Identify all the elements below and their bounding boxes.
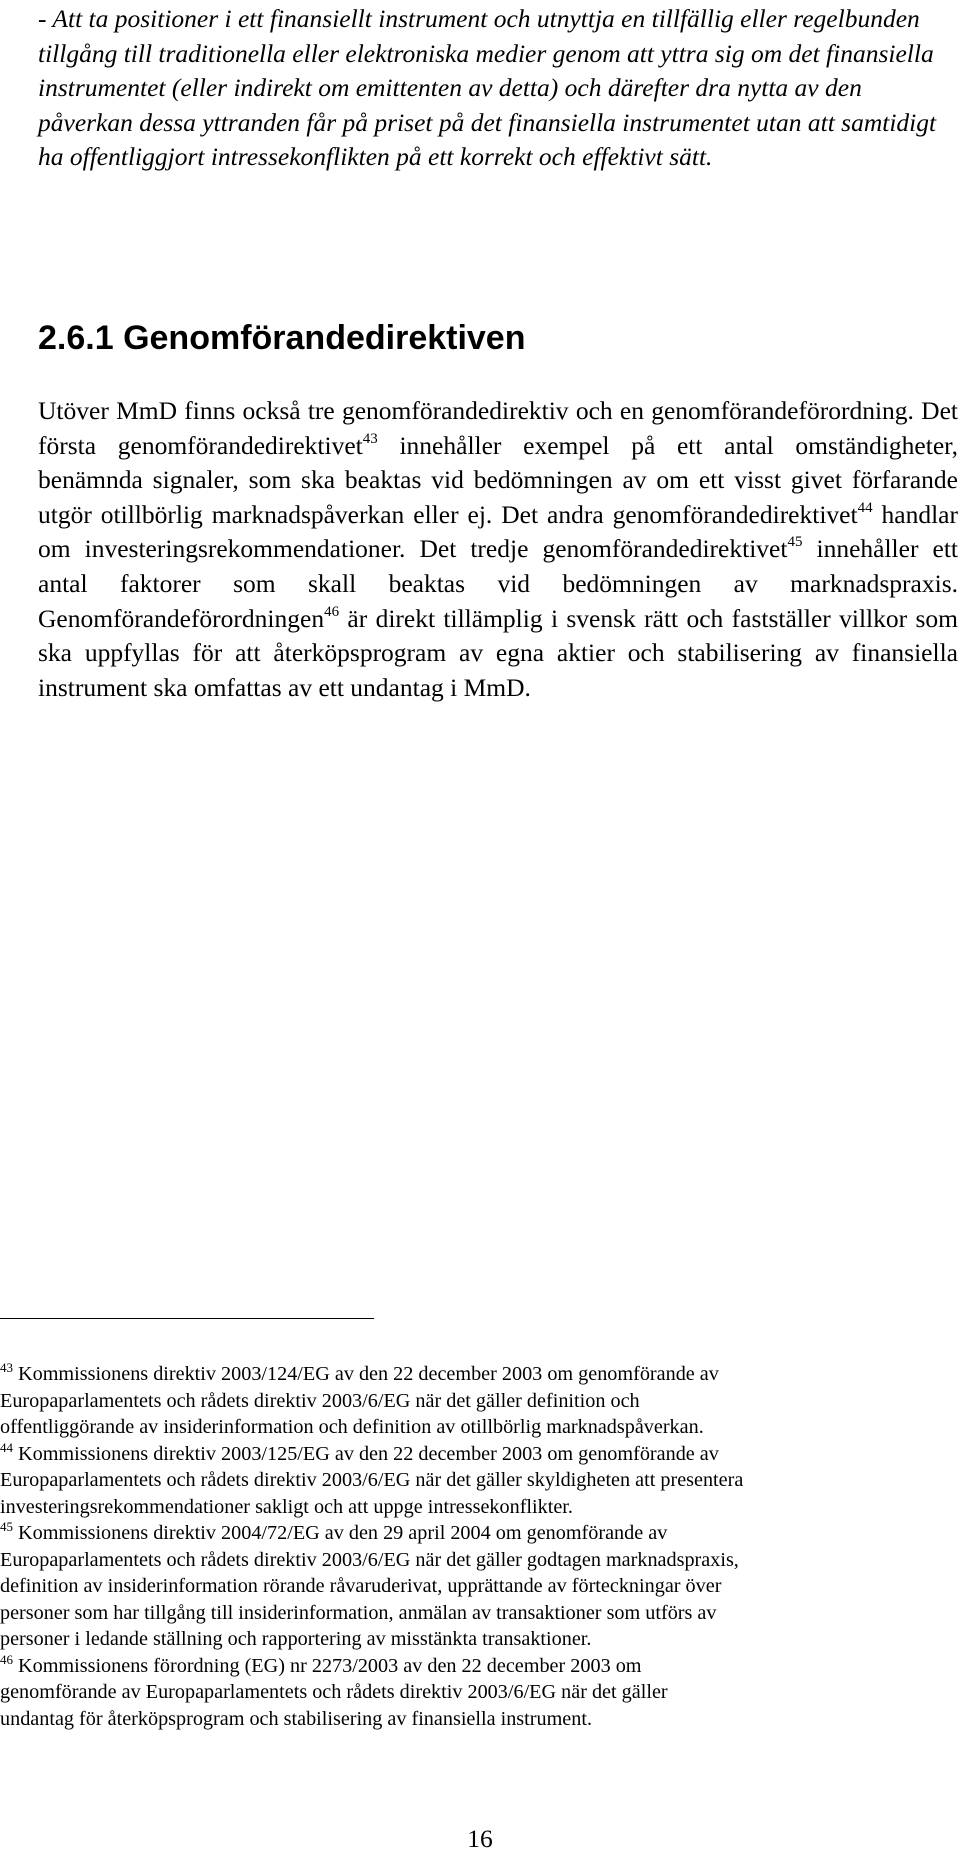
paragraph-text-5: är direkt tillämplig i svensk rätt och fastställer villkor som ska uppfyllas för att återköpsprogram av egna aktier och stabilisering av finansiella instrument ska omfattas av ett undantag i MmD. <box>38 603 958 702</box>
footnote-line: definition av insiderinformation rörande råvaruderivat, upprättande av förteckningar över <box>0 1575 722 1597</box>
paragraph-text-3: handlar om investeringsrekommendationer. Det tredje genomförandedirektivet <box>38 499 958 564</box>
footnote-line: investeringsrekommendationer sakligt och att uppge intressekonflikter. <box>0 1495 573 1518</box>
footnote-ref-45[interactable]: 45 <box>787 534 803 551</box>
body-paragraph <box>38 394 958 705</box>
footnote-line: Kommissionens direktiv 2003/125/EG av den 22 december 2003 om genomförande av <box>18 1442 719 1465</box>
italic-quote-bullet: - Att ta positioner i ett finansiellt instrument och utnyttja en tillfällig eller regelbunden tillgång till traditionella eller elektroniska medier genom att yttra sig om det finansiella instrumentet (eller indirekt om emittenten av detta) och därefter dra nytta av den påverkan dessa yttranden får på priset på det finansiella instrumentet utan att samtidigt ha offentliggjort intressekonflikten på ett korrekt och effektivt sätt. <box>38 4 937 171</box>
footnote-line: Kommissionens förordning (EG) nr 2273/2003 av den 22 december 2003 om <box>18 1654 642 1677</box>
footnote-ref-46[interactable]: 46 <box>324 603 340 620</box>
footnote-line: Kommissionens direktiv 2003/124/EG av den 22 december 2003 om genomförande av <box>18 1363 719 1385</box>
footnote-separator-rule <box>0 1318 374 1319</box>
paragraph-text-4: innehåller ett antal faktorer som skall beaktas vid bedömningen av marknadspraxis. Genomförandeförordningen <box>38 534 958 633</box>
footnote-line: Europaparlamentets och rådets direktiv 2003/6/EG när det gäller skyldigheten att presentera <box>0 1469 744 1491</box>
footnote-43 <box>0 1361 960 1441</box>
paragraph-text-1: Utöver MmD finns också tre genomförandedirektiv och en genomförandeförordning. Det första genomförandedirektivet <box>38 396 958 460</box>
footnotes-section <box>0 1361 960 1732</box>
footnote-46 <box>0 1653 960 1733</box>
footnote-line: personer som har tillgång till insiderinformation, anmälan av transaktioner som utförs av <box>0 1601 717 1624</box>
footnote-line: Europaparlamentets och rådets direktiv 2003/6/EG när det gäller godtagen marknadspraxis, <box>0 1548 739 1571</box>
footnote-line: undantag för återköpsprogram och stabilisering av finansiella instrument. <box>0 1707 593 1730</box>
footnote-45 <box>0 1520 960 1653</box>
footnote-line: personer i ledande ställning och rapportering av misstänkta transaktioner. <box>0 1628 592 1650</box>
footnote-number: 45 <box>0 1519 13 1534</box>
footnote-number: 46 <box>0 1651 13 1667</box>
footnote-number: 43 <box>0 1360 13 1375</box>
footnote-ref-43[interactable]: 43 <box>362 430 378 447</box>
footnote-line: offentliggörande av insiderinformation och definition av otillbörlig marknadspåverkan. <box>0 1416 704 1438</box>
footnote-44 <box>0 1441 960 1521</box>
page-number: 16 <box>467 1824 493 1853</box>
footnote-number: 44 <box>0 1439 13 1455</box>
footnote-line: genomförande av Europaparlamentets och rådets direktiv 2003/6/EG när det gäller <box>0 1681 668 1703</box>
footnote-line: Europaparlamentets och rådets direktiv 2003/6/EG när det gäller definition och <box>0 1389 640 1412</box>
paragraph-text-2: innehåller exempel på ett antal omständigheter, benämnda signaler, som ska beaktas vid bedömningen av om ett visst givet förfarande utgör otillbörlig marknadspåverkan eller ej. Det andra genomförandedirektivet <box>38 430 958 529</box>
footnote-line: Kommissionens direktiv 2004/72/EG av den 29 april 2004 om genomförande av <box>18 1522 668 1544</box>
footnote-ref-44[interactable]: 44 <box>857 499 873 516</box>
section-heading: 2.6.1 Genomförandedirektiven <box>38 319 526 357</box>
